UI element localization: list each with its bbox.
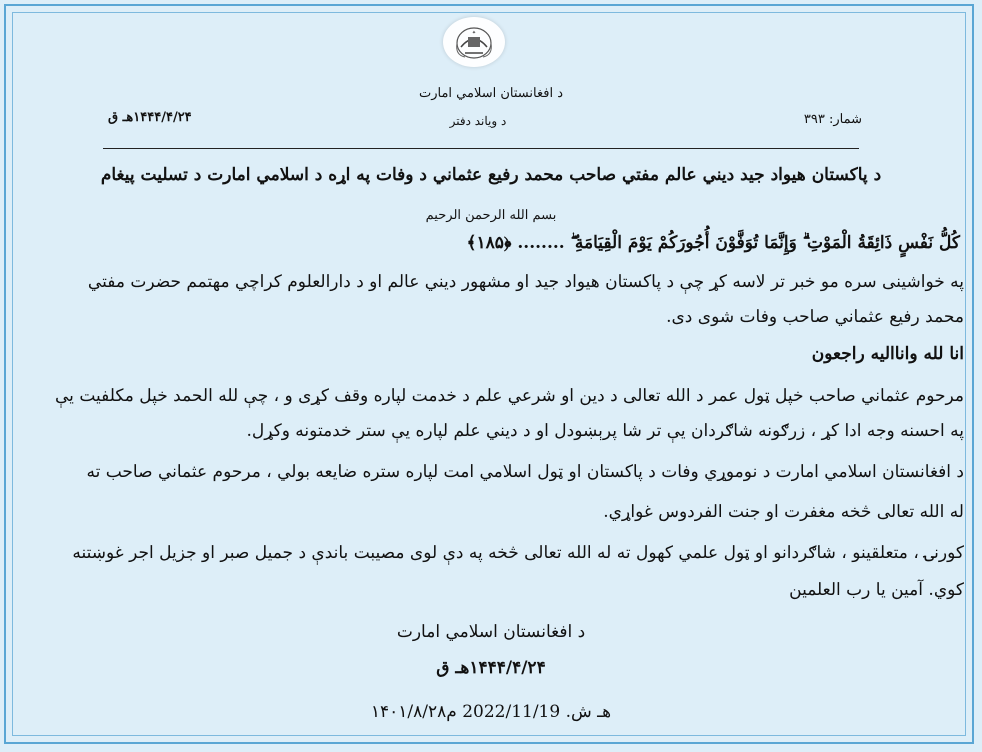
header-divider: [103, 148, 859, 149]
header-number: شمار: ۳۹۳: [803, 112, 862, 127]
quran-verse: كُلُّ نَفْسٍ ذَائِقَةُ الْمَوْتِ ۗ وَإِنَّمَا تُوَفَّوْنَ أُجُورَكُمْ يَوْمَ الْقِيَامَةِ ۖ ........ ﴿۱۸۵﴾: [466, 233, 960, 253]
paragraph-line: د افغانستان اسلامي امارت د نوموړي وفات د پاکستان او ټول اسلامي امت لپاره ستره ضایعه بولي ، مرحوم عثماني صاحب ته: [86, 462, 964, 482]
header-org-name: د افغانستان اسلامي امارت: [418, 86, 563, 101]
document-title: د پاکستان هیواد جید دیني عالم مفتي صاحب محمد رفیع عثماني د وفات په اړه د اسلامي امارت د تسلیت پیغام: [100, 165, 882, 185]
istirja-phrase: انا لله وانااليه راجعون: [811, 344, 964, 364]
paragraph-line: کوي. آمین یا رب العلمین: [789, 580, 964, 600]
paragraph-line: په خواشینی سره مو خبر تر لاسه کړ چې د پاکستان هیواد جید او مشهور دیني عالم او د دارالعلوم کراچي مهتمم حضرت مفتي: [87, 272, 964, 292]
paragraph-line: په احسنه وجه ادا کړ ، زرګونه شاګردان یې تر شا پرېښودل او د دیني علم لپاره یې ستر خدمتونه وکړل.: [246, 421, 964, 441]
paragraph-line: له الله تعالی څخه مغفرت او جنت الفردوس غواړي.: [603, 502, 964, 522]
emblem-logo: [443, 17, 505, 67]
basmala: بسم الله الرحمن الرحیم: [425, 208, 557, 223]
footer-date-combined: ۱۴۰۱/۸/۲۸هـ ش. 2022/11/19 م: [370, 702, 612, 722]
svg-text:✦: ✦: [471, 30, 477, 36]
header-date: ۱۴۴۴/۴/۲۴هـ ق: [108, 110, 192, 125]
paragraph-line: محمد رفیع عثماني صاحب وفات شوی دی.: [666, 307, 964, 327]
footer-org-name: د افغانستان اسلامي امارت: [396, 622, 586, 642]
header-office: د ویاند دفتر: [449, 114, 507, 128]
emblem-icon: [443, 17, 505, 67]
paragraph-line: مرحوم عثماني صاحب خپل ټول عمر د الله تعالی د دین او شرعي علم د خدمت لپاره وقف کړی و ، چې لله الحمد خپل مکلفیت یې: [55, 386, 964, 406]
paragraph-line: کورنۍ ، متعلقینو ، شاګردانو او ټول علمي کهول ته له الله تعالی څخه په دې لوی مصیبت باندې د جمیل صبر او جزیل اجر غوښتنه: [72, 543, 964, 563]
footer-date-hijri: ۱۴۴۴/۴/۲۴هـ ق: [436, 658, 546, 678]
